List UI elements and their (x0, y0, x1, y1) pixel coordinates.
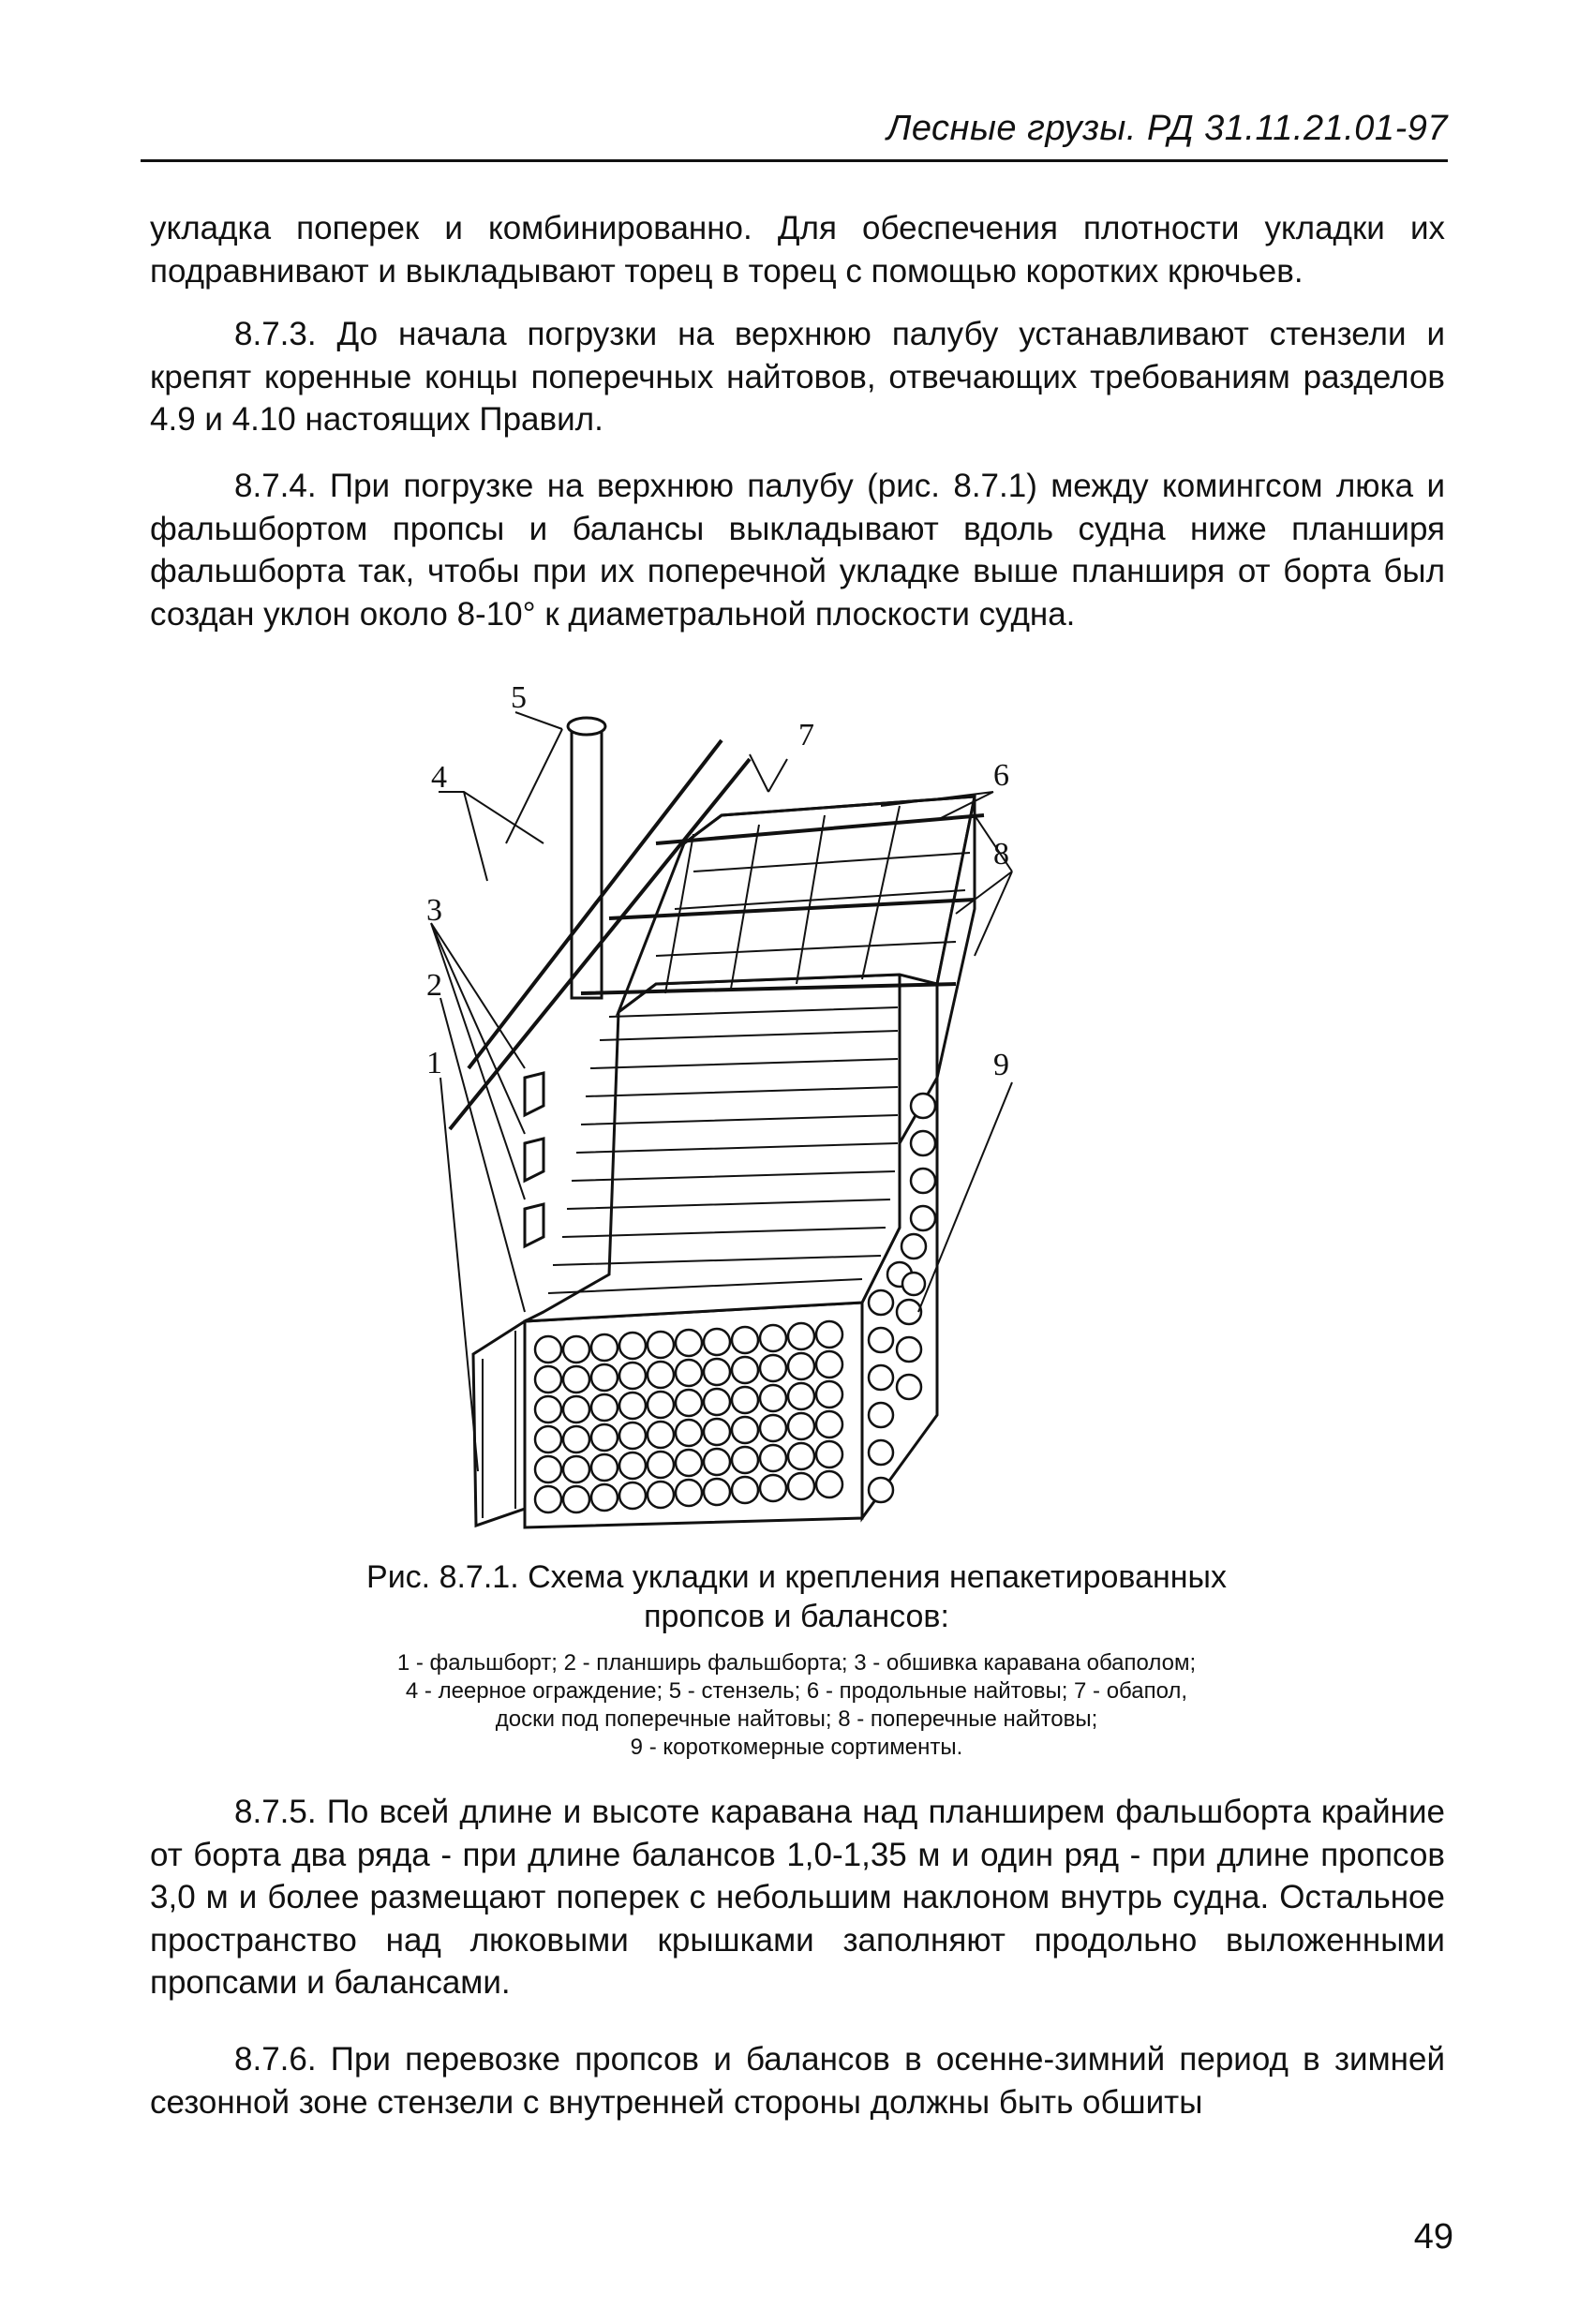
legend-line-2: 4 - леерное ограждение; 5 - стензель; 6 - продольные найтовы; 7 - обапол, (405, 1678, 1188, 1704)
legend-line-4: 9 - короткомерные сортименты. (630, 1735, 963, 1760)
cladding-boards (525, 1073, 544, 1246)
leader-2 (440, 998, 525, 1312)
figure-legend (272, 1649, 1321, 1762)
label-7: 7 (798, 718, 814, 752)
label-8: 8 (993, 837, 1009, 872)
figure-caption (262, 1557, 1331, 1636)
legend-line-3: доски под поперечные найтовы; 8 - поперечные найтовы; (495, 1706, 1098, 1732)
stanchion (572, 726, 602, 998)
paragraph-8-7-4: 8.7.4. При погрузке на верхнюю палубу (рис. 8.7.1) между комингсом люка и фальшбортом пропсы и балансы выкладывают вдоль судна ниже планширя фальшборта так, чтобы при их поперечной укладке выше планширя от борта был создан уклон около 8-10° к диаметральной плоскости судна. (150, 468, 1445, 633)
label-4-visible: 4 (431, 760, 447, 795)
leader-1 (440, 1078, 478, 1471)
bulwark-shape (473, 1321, 525, 1526)
stowage-diagram-svg (375, 680, 1265, 1546)
caption-line-2: пропсов и балансов: (644, 1599, 949, 1634)
legend-line-1: 1 - фальшборт; 2 - планширь фальшборта; 3 - обшивка каравана обаполом; (396, 1650, 1197, 1676)
label-2: 2 (426, 968, 442, 1003)
running-title: Лесные грузы. РД 31.11.21.01-97 (886, 109, 1448, 148)
paragraph-8-7-6: 8.7.6. При перевозке пропсов и балансов в осенне-зимний период в зимней сезонной зоне стензели с внутренней стороны должны быть обшиты (150, 2041, 1445, 2121)
leader-4 (439, 792, 544, 881)
leader-7 (750, 754, 787, 792)
leader-5-base (506, 729, 562, 843)
caption-line-1: Рис. 8.7.1. Схема укладки и крепления непакетированных (366, 1559, 1227, 1595)
leader-3 (431, 923, 525, 1199)
page-number: 49 (1413, 2217, 1453, 2257)
figure-stowage-diagram (375, 680, 1265, 1546)
label-3: 3 (426, 893, 442, 928)
label-5: 5 (511, 680, 527, 715)
paragraph-8-7-3: 8.7.3. До начала погрузки на верхнюю палубу устанавливают стензели и крепят коренные концы поперечных найтовов, отвечающих требованиям разделов 4.9 и 4.10 настоящих Правил. (150, 316, 1445, 438)
page-header (141, 105, 1448, 162)
label-9: 9 (993, 1048, 1009, 1082)
paragraph-8-7-5: 8.7.5. По всей длине и высоте каравана над планширем фальшборта крайние от борта два ряда - при длине балансов 1,0-1,35 м и один ряд - при длине пропсов 3,0 м и более размещают поперек с небольшим наклоном внутрь судна. Остальное пространство над люковыми крышками заполняют продольно выложенными пропсами и балансами. (150, 1794, 1445, 2001)
label-6: 6 (993, 758, 1009, 793)
label-1: 1 (426, 1046, 442, 1080)
paragraph-continuation: укладка поперек и комбинированно. Для обеспечения плотности укладки их подравнивают и выкладывают торец в торец с помощью коротких крючьев. (150, 210, 1445, 290)
